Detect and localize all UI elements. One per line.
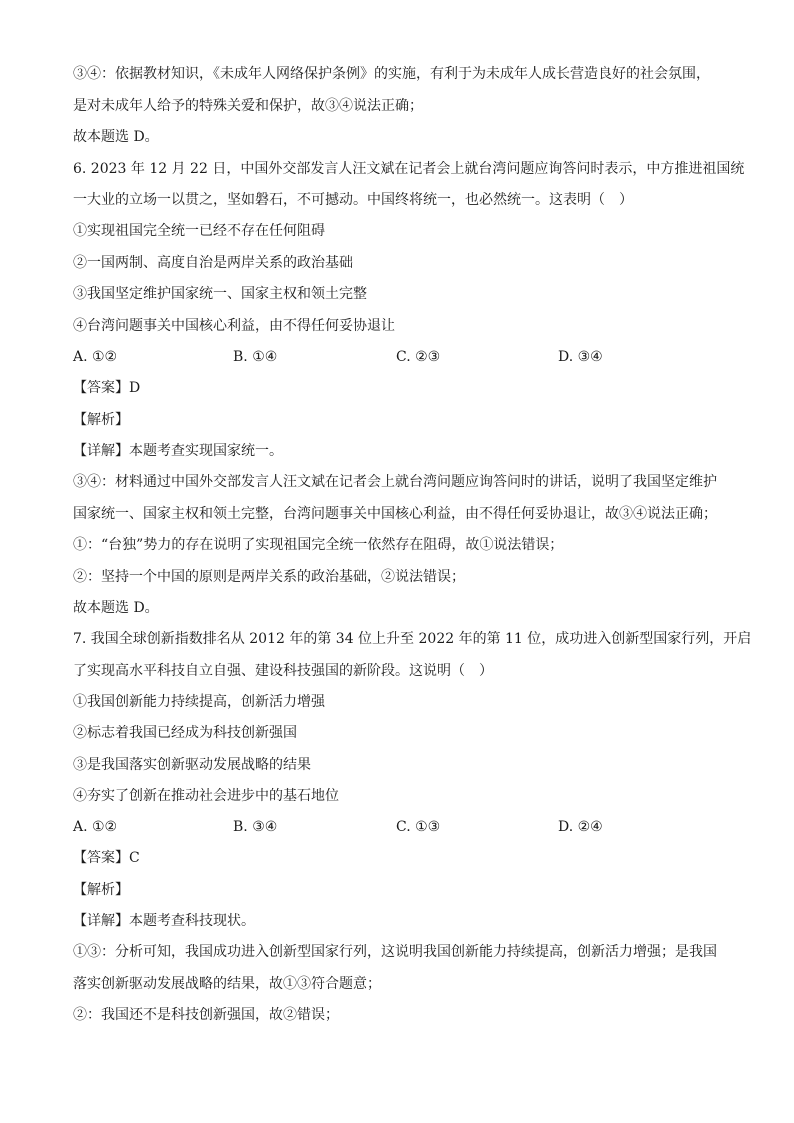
q6-option-c: C. ②③	[396, 349, 441, 365]
q7-option-a: A. ①②	[73, 819, 118, 835]
q6-detail: 【详解】本题考查实现国家统一。	[73, 443, 283, 459]
q7-explanation-1-line-2: 落实创新驱动发展战略的结果，故①③符合题意；	[73, 976, 381, 992]
q7-item-3: ③是我国落实创新驱动发展战略的结果	[73, 757, 311, 773]
prev-analysis-line-2: 是对未成年人给予的特殊关爱和保护，故③④说法正确；	[73, 98, 423, 114]
q7-detail: 【详解】本题考查科技现状。	[73, 913, 255, 929]
q6-item-1: ①实现祖国完全统一已经不存在任何阻碍	[73, 223, 325, 239]
q7-item-4: ④夯实了创新在推动社会进步中的基石地位	[73, 788, 339, 804]
prev-conclusion: 故本题选 D。	[73, 129, 159, 145]
q7-explanation-1-line-1: ①③：分析可知，我国成功进入创新型国家行列，这说明我国创新能力持续提高，创新活力增强；是我国	[73, 944, 717, 960]
q6-analysis-title: 【解析】	[73, 412, 129, 428]
q7-option-c: C. ①③	[396, 819, 441, 835]
q7-stem-line-2: 了实现高水平科技自立自强、建设科技强国的新阶段。这说明（ ）	[73, 663, 493, 679]
q6-explanation-1-line-2: 国家统一、国家主权和领土完整，台湾问题事关中国核心利益，由不得任何妥协退让，故③④说法正确；	[73, 506, 717, 522]
q7-answer: 【答案】C	[73, 850, 140, 866]
q7-item-1: ①我国创新能力持续提高，创新活力增强	[73, 694, 325, 710]
q6-explanation-2: ①：“台独”势力的存在说明了实现祖国完全统一依然存在阻碍，故①说法错误；	[73, 537, 564, 553]
q6-item-3: ③我国坚定维护国家统一、国家主权和领土完整	[73, 286, 367, 302]
q6-option-a: A. ①②	[73, 349, 118, 365]
q7-stem-line-1: 7. 我国全球创新指数排名从 2012 年的第 34 位上升至 2022 年的第 11 位，成功进入创新型国家行列，开启	[73, 631, 752, 647]
q6-stem-line-1: 6. 2023 年 12 月 22 日，中国外交部发言人汪文斌在记者会上就台湾问题应询答问时表示，中方推进祖国统	[73, 161, 745, 177]
q7-item-2: ②标志着我国已经成为科技创新强国	[73, 725, 297, 741]
q6-explanation-1-line-1: ③④：材料通过中国外交部发言人汪文斌在记者会上就台湾问题应询答问时的讲话，说明了我国坚定维护	[73, 474, 717, 490]
q6-item-4: ④台湾问题事关中国核心利益，由不得任何妥协退让	[73, 318, 395, 334]
q6-explanation-3: ②：坚持一个中国的原则是两岸关系的政治基础，②说法错误；	[73, 569, 465, 585]
q7-option-b: B. ③④	[233, 819, 278, 835]
prev-analysis-line-1: ③④：依据教材知识，《未成年人网络保护条例》的实施，有利于为未成年人成长营造良好的社会氛围，	[73, 66, 710, 82]
q6-option-d: D. ③④	[558, 349, 603, 365]
q7-option-d: D. ②④	[558, 819, 603, 835]
q6-option-b: B. ①④	[233, 349, 278, 365]
q7-explanation-2: ②：我国还不是科技创新强国，故②错误；	[73, 1007, 339, 1023]
q6-item-2: ②一国两制、高度自治是两岸关系的政治基础	[73, 255, 353, 271]
q6-answer: 【答案】D	[73, 380, 141, 396]
q6-stem-line-2: 一大业的立场一以贯之，坚如磐石，不可撼动。中国终将统一，也必然统一。这表明（ ）	[73, 192, 633, 208]
q6-conclusion: 故本题选 D。	[73, 600, 159, 616]
q7-analysis-title: 【解析】	[73, 882, 129, 898]
